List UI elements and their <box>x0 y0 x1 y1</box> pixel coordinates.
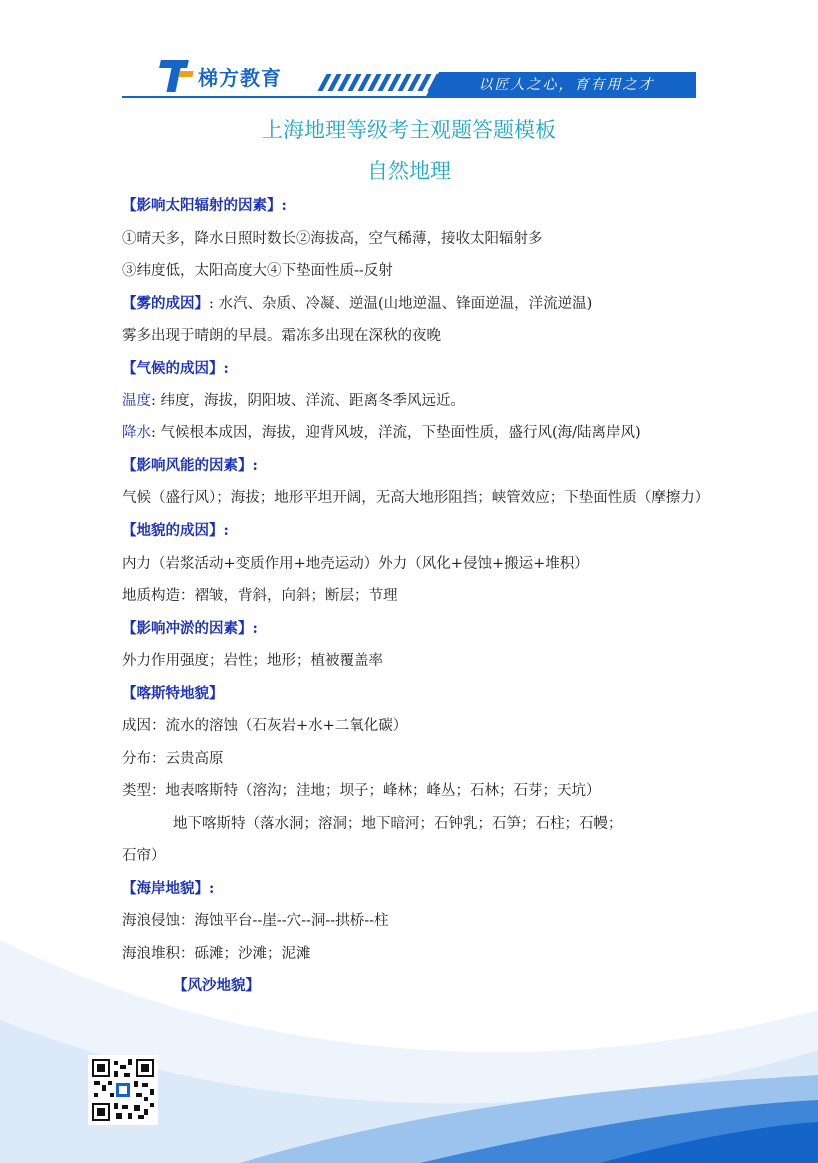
temperature-text: : 纬度，海拔，阴阳坡、洋流、距离冬季风远近。 <box>151 393 465 409</box>
text-line: 分布：云贵高原 <box>122 750 224 767</box>
text-line: 海浪侵蚀：海蚀平台--崖--穴--洞--拱桥--柱 <box>122 913 389 929</box>
precipitation-text: : 气候根本成因，海拔，迎背风坡，洋流，下垫面性质，盛行风(海/陆离岸风) <box>151 424 641 441</box>
text-line: 海浪堆积：砾滩；沙滩；泥滩 <box>122 945 311 962</box>
section-heading-aeolian: 【风沙地貌】 <box>173 977 260 994</box>
temperature-label: 温度 <box>122 393 151 409</box>
section-heading-wind: 【影响风能的因素】: <box>122 457 258 474</box>
logo-mark-icon <box>160 58 194 94</box>
text-line: 气候（盛行风）；海拔；地形平坦开阔，无高大地形阻挡；峡管效应；下垫面性质（摩擦力） <box>122 489 710 506</box>
text-line: 成因：流水的溶蚀（石灰岩+水+二氧化碳） <box>122 718 408 734</box>
section-heading-landform: 【地貌的成因】: <box>122 522 229 539</box>
logo-text: 梯方教育 <box>198 65 282 90</box>
logo <box>160 58 282 94</box>
section-heading-solar: 【影响太阳辐射的因素】: <box>122 197 287 214</box>
section-heading-climate: 【气候的成因】: <box>122 359 229 377</box>
page-title: 上海地理等级考主观题答题模板 <box>262 118 556 142</box>
text-line: ③纬度低，太阳高度大④下垫面性质--反射 <box>122 263 393 279</box>
text-line: 地下喀斯特（落水洞；溶洞；地下暗河；石钟乳；石笋；石柱；石幔； <box>173 815 623 832</box>
temperature-line <box>122 385 702 418</box>
text-line: 外力作用强度；岩性；地形；植被覆盖率 <box>122 653 383 669</box>
fog-factors: : 水汽、杂质、冷凝、逆温(山地逆温、锋面逆温，洋流逆温) <box>209 295 593 312</box>
section-heading-alluvial: 【影响冲淤的因素】: <box>122 619 258 637</box>
fog-line <box>122 288 702 321</box>
page-subtitle: 自然地理 <box>367 159 451 183</box>
text-line: 雾多出现于晴朗的早晨。霜冻多出现在深秋的夜晚 <box>122 328 441 344</box>
text-line: 类型：地表喀斯特（溶沟；洼地；坝子；峰林；峰丛；石林；石芽；天坑） <box>122 783 601 799</box>
slogan: 以匠人之心，育有用之才 <box>478 77 655 93</box>
text-line: ①晴天多，降水日照时数长②海拔高，空气稀薄，接收太阳辐射多 <box>122 230 543 247</box>
text-line: 内力（岩浆活动+变质作用+地壳运动）外力（风化+侵蚀+搬运+堆积） <box>122 555 589 572</box>
text-line: 地质构造：褶皱，背斜，向斜；断层；节理 <box>122 588 398 604</box>
precipitation-label: 降水 <box>122 424 151 441</box>
document-body <box>122 190 710 1003</box>
text-line: 石帘） <box>122 848 166 864</box>
section-heading-karst: 【喀斯特地貌】 <box>122 684 224 702</box>
qr-code-icon <box>88 1055 158 1125</box>
header-divider <box>122 96 696 98</box>
precipitation-line <box>122 418 702 451</box>
section-heading-fog: 【雾的成因】 <box>122 294 209 312</box>
section-heading-coast: 【海岸地貌】: <box>122 879 215 897</box>
page-header <box>0 0 818 110</box>
